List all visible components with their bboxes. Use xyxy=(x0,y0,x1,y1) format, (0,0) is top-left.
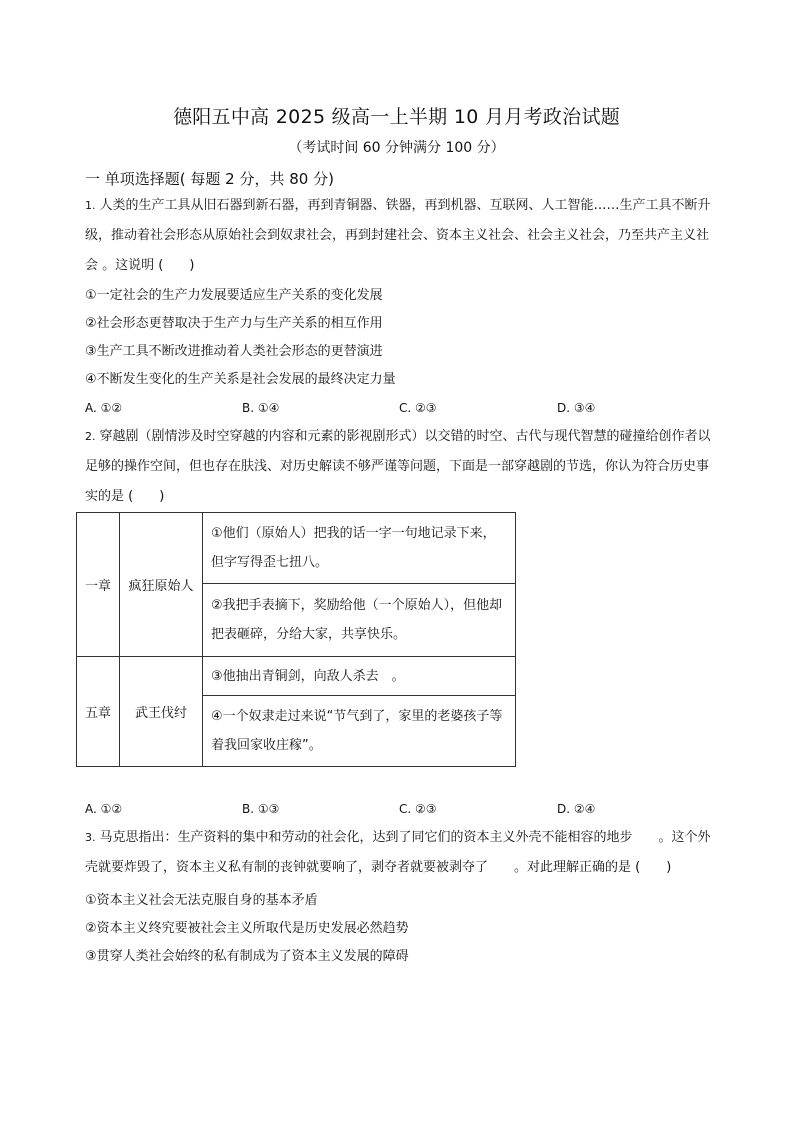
chapter-title-cell: 疯狂原始人 xyxy=(120,513,203,657)
choice-c: C. ②③ xyxy=(399,401,437,415)
question-number: 2. xyxy=(85,430,96,443)
table-row xyxy=(77,513,516,584)
statement-3: ③贯穿人类社会始终的私有制成为了资本主义发展的障碍 xyxy=(85,949,409,964)
chapter-title-cell: 武王伐纣 xyxy=(120,657,203,767)
choice-b: B. ①③ xyxy=(242,802,280,816)
statement-1: ①资本主义社会无法克服自身的基本矛盾 xyxy=(85,893,318,908)
question-number: 3. xyxy=(85,831,96,844)
question-1 xyxy=(85,191,713,281)
excerpt-cell: ③他抽出青铜剑，向敌人杀去 。 xyxy=(203,657,516,696)
chapter-cell: 五章 xyxy=(77,657,120,767)
question-stem: 穿越剧（剧情涉及时空穿越的内容和元素的影视剧形式）以交错的时空、古代与现代智慧的碰撞给创作者以足够的操作空间，但也存在肤浅、对历史解读不够严谨等问题，下面是一部穿越剧的节选，你认为符合历史事实的是 ( ) xyxy=(85,429,711,504)
statement-2: ②社会形态更替取决于生产力与生产关系的相互作用 xyxy=(85,316,383,331)
question-stem: 马克思指出：生产资料的集中和劳动的社会化，达到了同它们的资本主义外壳不能相容的地步 。这个外壳就要炸毁了，资本主义私有制的丧钟就要响了，剥夺者就要被剥夺了 。对此理解正确的是 ( ) xyxy=(85,830,711,875)
question-3 xyxy=(85,823,713,883)
statement-2: ②资本主义终究要被社会主义所取代是历史发展必然趋势 xyxy=(85,921,409,936)
statement-4: ④不断发生变化的生产关系是社会发展的最终决定力量 xyxy=(85,372,396,387)
excerpt-cell: ②我把手表摘下，奖励给他（一个原始人），但他却把表砸碎，分给大家，共享快乐。 xyxy=(203,584,516,657)
excerpt-cell: ①他们（原始人）把我的话一字一句地记录下来，但字写得歪七扭八。 xyxy=(203,513,516,584)
statement-3: ③生产工具不断改进推动着人类社会形态的更替演进 xyxy=(85,344,383,359)
statement-1: ①一定社会的生产力发展要适应生产关系的变化发展 xyxy=(85,288,383,303)
table-row xyxy=(77,657,516,696)
question-number: 1. xyxy=(85,199,96,212)
choice-c: C. ②③ xyxy=(399,802,437,816)
chapter-cell: 一章 xyxy=(77,513,120,657)
choice-d: D. ③④ xyxy=(557,401,596,415)
choice-d: D. ②④ xyxy=(557,802,596,816)
question-stem: 人类的生产工具从旧石器到新石器，再到青铜器、铁器，再到机器、互联网、人工智能……生产工具不断升级，推动着社会形态从原始社会到奴隶社会，再到封建社会、资本主义社会、社会主义社会，乃至共产主义社会 。这说明 ( ) xyxy=(85,198,711,273)
question-2 xyxy=(85,422,713,512)
choice-b: B. ①④ xyxy=(242,401,280,415)
choice-a: A. ①② xyxy=(85,802,123,816)
exam-subtitle: （考试时间 60 分钟满分 100 分） xyxy=(288,140,505,156)
section-heading: 一 单项选择题( 每题 2 分，共 80 分) xyxy=(85,170,334,188)
excerpt-table xyxy=(76,512,516,767)
choice-a: A. ①② xyxy=(85,401,123,415)
excerpt-cell: ④一个奴隶走过来说“节气到了，家里的老婆孩子等着我回家收庄稼”。 xyxy=(203,696,516,767)
exam-title: 德阳五中高 2025 级高一上半期 10 月月考政治试题 xyxy=(172,106,621,128)
